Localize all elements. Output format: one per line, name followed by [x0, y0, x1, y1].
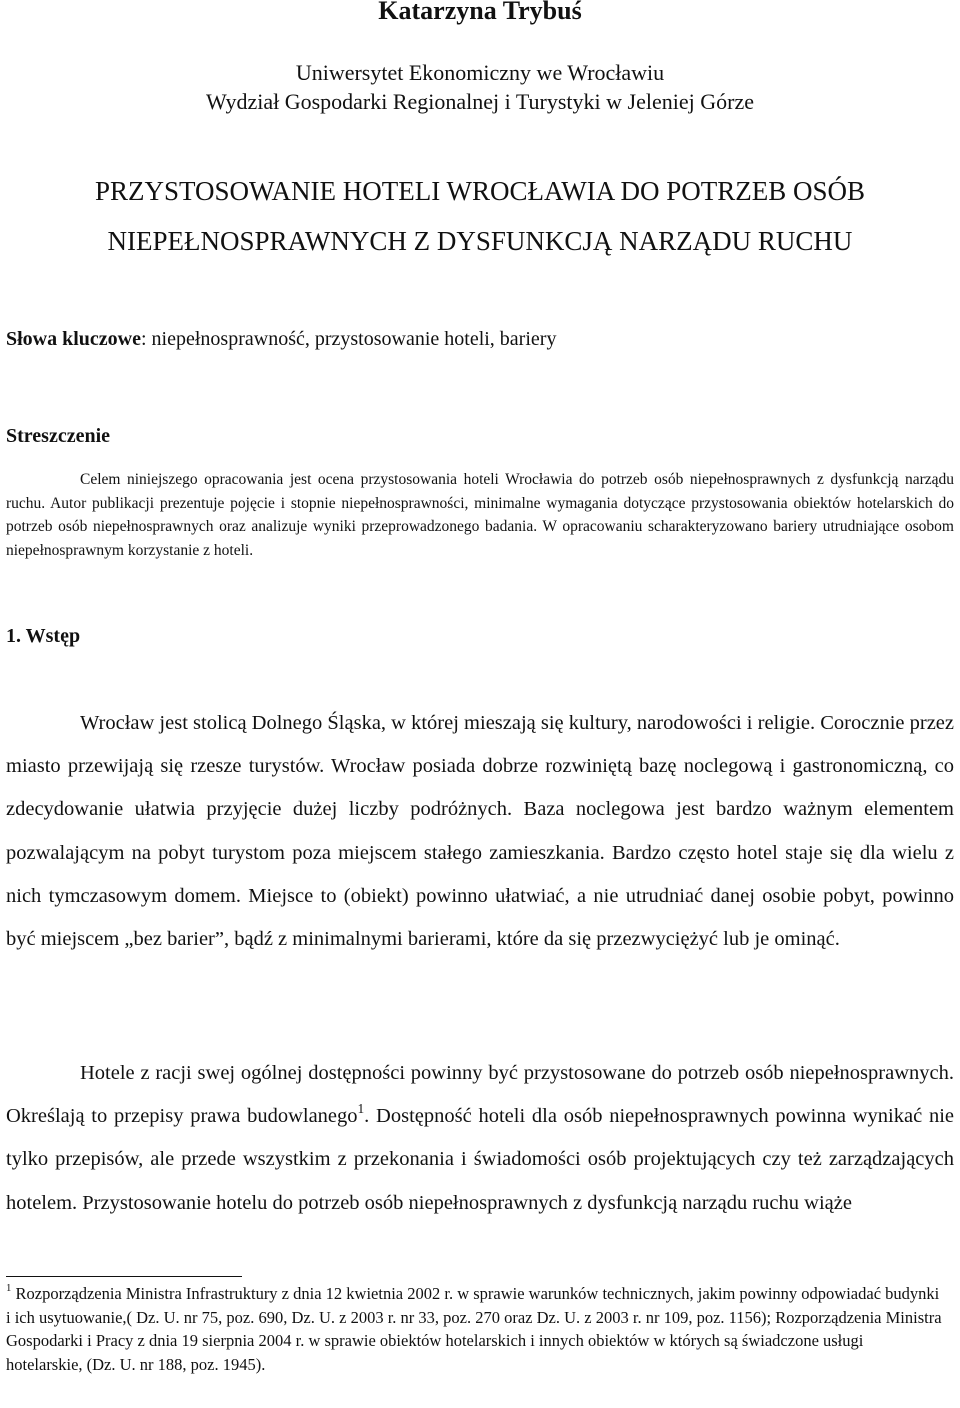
- paper-title-line-2: NIEPEŁNOSPRAWNYCH Z DYSFUNKCJĄ NARZĄDU RUCHU: [107, 226, 853, 256]
- footnote-reference[interactable]: 1: [357, 1101, 365, 1117]
- author-name: Katarzyna Trybuś: [378, 0, 582, 25]
- footnote-1: [6, 1282, 942, 1376]
- intro-paragraph-2: [6, 1052, 954, 1225]
- keywords: [6, 325, 556, 353]
- affiliation-university: Uniwersytet Ekonomiczny we Wrocławiu: [295, 60, 665, 85]
- intro-paragraph-2-part-2: . Dostępność hoteli dla osób niepełnosprawnych powinna wynikać nie tylko przepisów, ale przede wszystkim z przekonania i świadomości osób projektujących czy też zarządzających hotelem. Przystosowanie hotelu do potrzeb osób niepełnosprawnych z dysfunkcją narządu ruchu wiąże: [6, 1105, 954, 1214]
- footnote-separator: [6, 1276, 242, 1277]
- paper-title-line-1: PRZYSTOSOWANIE HOTELI WROCŁAWIA DO POTRZEB OSÓB: [94, 176, 866, 206]
- keywords-label: Słowa kluczowe: [6, 328, 141, 350]
- section-heading-introduction: 1. Wstęp: [6, 625, 81, 647]
- abstract-text: Celem niniejszego opracowania jest ocena przystosowania hoteli Wrocławia do potrzeb osób niepełnosprawnych z dysfunkcją narządu ruchu. Autor publikacji prezentuje pojęcie i stopnie niepełnosprawności, minimalne wymagania dotyczące przystosowania obiektów hotelarskich do potrzeb osób niepełnosprawnych oraz analizuje wyniki przeprowadzonego badania. W opracowaniu scharakteryzowano bariery utrudniające osobom niepełnosprawnym korzystanie z hoteli.: [6, 471, 954, 559]
- intro-paragraph-1: Wrocław jest stolicą Dolnego Śląska, w której mieszają się kultury, narodowości i religie. Corocznie przez miasto przewijają się rzesze turystów. Wrocław posiada dobrze rozwiniętą bazę noclegową i gastronomiczną, co zdecydowanie ułatwia przyjęcie dużej liczby podróżnych. Baza noclegowa jest bardzo ważnym elementem pozwalającym na pobyt turystom poza miejscem stałego zamieszkania. Bardzo często hotel staje się dla wielu z nich tymczasowym domem. Miejsce to (obiekt) powinno ułatwiać, a nie utrudniać danej osobie pobyt, powinno być miejscem „bez barier”, bądź z minimalnymi barierami, które da się przezwyciężyć lub je ominąć.: [6, 712, 954, 951]
- keywords-list: : niepełnosprawność, przystosowanie hoteli, bariery: [141, 328, 557, 350]
- abstract-heading: Streszczenie: [6, 425, 111, 447]
- intro-paragraph-2-part-1: Hotele z racji swej ogólnej dostępności powinny być przystosowane do potrzeb osób niepełnosprawnych. Określają to przepisy prawa budowlanego: [6, 1062, 954, 1128]
- footnote-text: Rozporządzenia Ministra Infrastruktury z dnia 12 kwietnia 2002 r. w sprawie warunków technicznych, jakim powinny odpowiadać budynki i ich usytuowanie,( Dz. U. nr 75, poz. 690, Dz. U. z 2003 r. nr 33, poz. 270 oraz Dz. U. z 2003 r. nr 109, poz. 1156); Rozporządzenia Ministra Gospodarki i Pracy z dnia 19 sierpnia 2004 r. w sprawie obiektów hotelarskich i innych obiektów w których są świadczone usługi hotelarskie, (Dz. U. nr 188, poz. 1945).: [6, 1284, 942, 1374]
- affiliation-faculty: Wydział Gospodarki Regionalnej i Turystyki w Jeleniej Górze: [206, 89, 754, 114]
- footnote-number: 1: [6, 1282, 12, 1295]
